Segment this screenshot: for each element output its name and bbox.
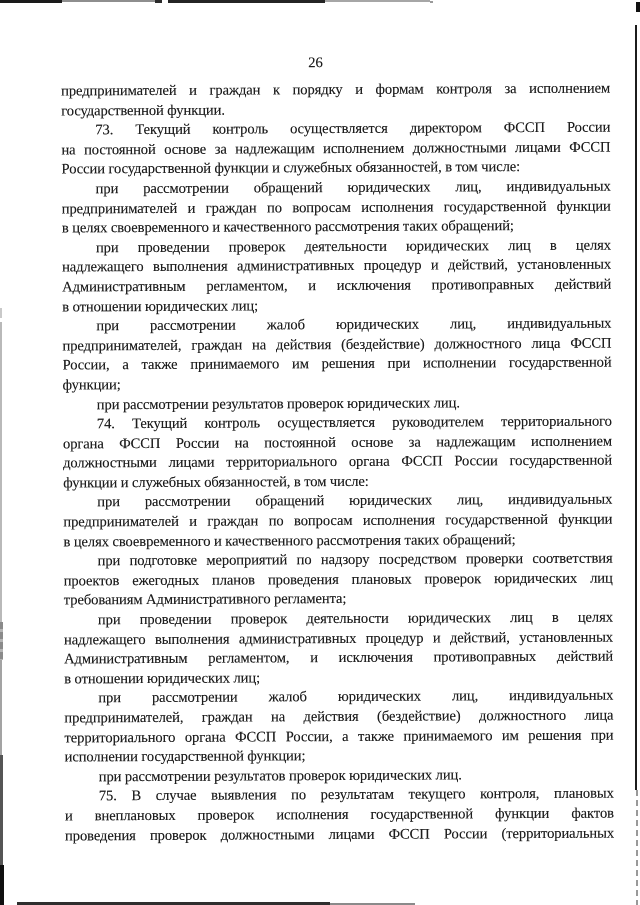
text-line: при рассмотрении результатов проверок юридических лиц. <box>98 767 462 786</box>
paragraphs-container <box>61 80 614 847</box>
text-line: в целях своевременного и качественного рассмотрения таких обращений; <box>63 531 516 551</box>
text-line: органа ФССП России на постоянной основе за надлежащим исполнением <box>62 433 613 453</box>
scan-edge-right-corner-mark <box>636 2 640 12</box>
text-line: в отношении юридических лиц; <box>64 670 261 688</box>
scan-edge-top-segment <box>0 0 62 3</box>
scan-edge-right-line <box>635 25 637 790</box>
text-line: при рассмотрении обращений юридических лиц, индивидуальных <box>95 178 611 198</box>
text-line: при рассмотрении жалоб юридических лиц, индивидуальных <box>98 687 614 707</box>
text-line: при проведении проверок деятельности юридических лиц в целях <box>95 237 611 257</box>
text-line: в целях своевременного и качественного рассмотрения таких обращений; <box>61 218 514 237</box>
scan-edge-left-segment <box>0 865 4 905</box>
scan-edge-top-segment <box>155 0 162 3</box>
scan-edge-top-segment <box>168 0 325 3</box>
text-line: при рассмотрении результатов проверок юридических лиц. <box>96 394 460 413</box>
text-line: при рассмотрении обращений юридических лиц, индивидуальных <box>97 492 613 511</box>
text-line: государственной функции. <box>61 102 225 120</box>
text-line: функции; <box>62 377 121 394</box>
text-line: надлежащего выполнения административных процедур и действий, установленных <box>63 629 614 649</box>
text-line: исполнении государственной функции; <box>64 748 306 766</box>
scan-edge-left-segment <box>0 622 3 660</box>
text-line: Административным регламентом, и исключения противоправных действий <box>64 648 614 668</box>
scan-edge-top-segment <box>430 1 433 3</box>
scan-edge-left-segment <box>0 322 2 622</box>
text-line: должностными лицами территориального органа ФССП России государственной <box>63 452 613 472</box>
text-line: России, а также принимаемого им решения при исполнении государственной <box>62 354 612 374</box>
text-line: при проведении проверок деятельности юридических лиц в целях <box>97 609 613 629</box>
scan-edge-left-segment <box>0 660 2 755</box>
scan-edge-left-segment <box>0 755 3 865</box>
text-line: надлежащего выполнения административных процедур и действий, установленных <box>62 256 612 276</box>
text-line: и внеплановых проверок исполнения государственной функции фактов <box>64 805 614 825</box>
text-line: при рассмотрении жалоб юридических лиц, индивидуальных <box>96 315 612 335</box>
scan-edge-right-dashed-line <box>636 790 638 905</box>
scan-edge-top-segment <box>325 0 430 2</box>
text-line: предпринимателей и граждан к порядку и формам контроля за исполнением <box>61 80 611 100</box>
text-line: территориального органа ФССП России, а также принимаемого им решения при <box>64 727 614 747</box>
page-number: 26 <box>308 55 323 72</box>
text-line: функции и служебных обязанностей, в том числе: <box>63 473 369 492</box>
text-line: предпринимателей, граждан на действия (бездействие) должностного лица ФССП <box>62 335 612 355</box>
text-block <box>61 52 614 847</box>
text-line: на постоянной основе за надлежащим исполнением должностными лицами ФССП <box>61 139 611 159</box>
scan-edge-top-segment <box>62 0 155 2</box>
text-line: проектов ежегодных планов проведения плановых проверок юридических лиц <box>63 570 613 590</box>
text-line: при подготовке мероприятий по надзору посредством проверки соответствия <box>97 550 613 570</box>
text-line: России государственной функции и служебных обязанностей, в том числе: <box>61 159 521 178</box>
text-line: в отношении юридических лиц; <box>62 297 259 315</box>
text-line: Административным регламентом, и исключения противоправных действий <box>62 276 612 296</box>
text-line: требованиям Административного регламента; <box>63 591 347 609</box>
scan-edge-left-segment <box>0 308 2 318</box>
text-line: предпринимателей и граждан по вопросам исполнения государственной функции <box>61 198 611 218</box>
text-line: предпринимателей и граждан по вопросам исполнения государственной функции <box>63 511 613 531</box>
text-line: 73. Текущий контроль осуществляется директором ФССП России <box>95 119 611 139</box>
text-line: 74. Текущий контроль осуществляется руководителем территориального <box>96 413 612 433</box>
text-line: проведения проверок должностными лицами ФССП России (территориальных <box>64 825 615 844</box>
text-line: предпринимателей, граждан на действия (бездействие) должностного лица <box>64 707 614 727</box>
text-line: 75. В случае выявления по результатам текущего контроля, плановых <box>98 785 614 805</box>
